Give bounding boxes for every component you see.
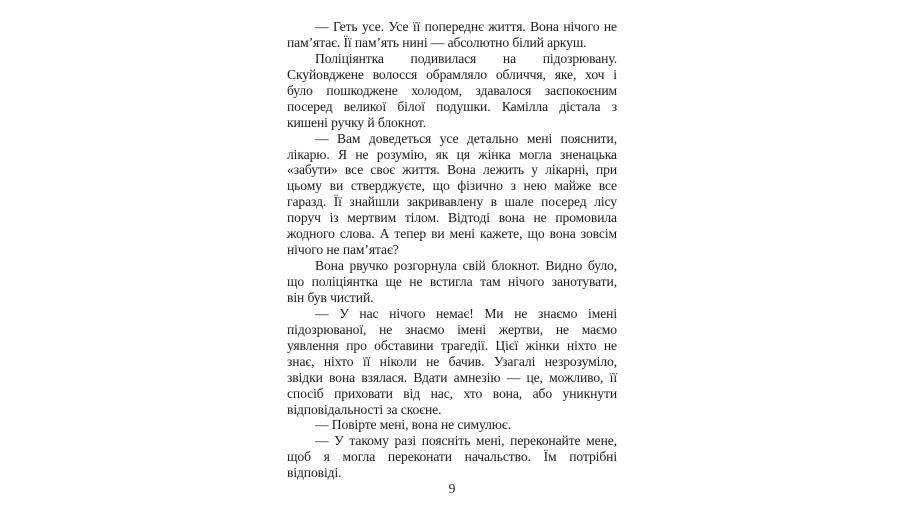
paragraph: [287, 433, 617, 481]
text-line: Поліціянтка подивилася на підозрювану.: [315, 50, 617, 66]
text-line: що поліціянтка ще не встигла там нічого занотувати,: [287, 274, 617, 289]
text-line: нічого не пам’ятає?: [287, 242, 399, 258]
paragraph: [287, 417, 617, 433]
text-line: підозрюваної, не знаємо імені жертви, не маємо: [287, 321, 617, 337]
text-line: — Геть усе. Усе її попереднє життя. Вона нічого не: [315, 19, 617, 34]
text-line: уявлення про обставини трагедії. Цієї жінки ніхто не: [287, 337, 617, 353]
text-line: пам’ятає. Її пам’ять нині — абсолютно білий аркуш.: [287, 34, 587, 50]
text-line: — Повірте мені, вона не симулює.: [315, 417, 511, 433]
text-line: поруч із мертвим тілом. Відтоді вона не промовила: [287, 210, 617, 226]
text-line: — У нас нічого немає! Ми не знаємо імені: [315, 305, 617, 321]
paragraph: [287, 19, 617, 51]
text-line: було пошкоджене холодом, здавалося заспокоєним: [287, 82, 617, 98]
text-line: жодного слова. А тепер ви мені кажете, що вона зовсім: [287, 226, 617, 242]
text-line: — У такому разі поясніть мені, переконайте мене,: [315, 433, 617, 449]
text-line: «забути» все своє життя. Вона лежить у лікарні, при: [287, 162, 617, 178]
text-line: Скуйовджене волосся обрамляло обличчя, яке, хоч і: [287, 66, 617, 82]
text-line: відповіді.: [287, 465, 342, 481]
text-line: спосіб приховати від нас, хто вона, або уникнути: [287, 385, 617, 401]
text-line: Вона рвучко розгорнула свій блокнот. Видно було,: [315, 258, 617, 274]
text-line: лікарю. Я не розумію, як ця жінка могла зненацька: [287, 146, 617, 162]
text-line: відповідальності за скоєне.: [287, 401, 442, 417]
text-line: звідки вона взялася. Вдати амнезію — це, можливо, її: [287, 369, 617, 385]
paragraph: [287, 51, 617, 131]
text-line: цьому ви стверджуєте, що фізично з нею майже все: [287, 178, 617, 194]
text-line: щоб я могла переконати начальство. Їм потрібні: [287, 449, 617, 465]
text-line: посеред великої білої подушки. Камілла дістала з: [287, 98, 617, 114]
paragraph: [287, 131, 617, 259]
paragraph: [287, 306, 617, 418]
text-line: — Вам доведеться усе детально мені пояснити,: [315, 130, 617, 146]
page-text-block: [287, 19, 617, 481]
text-line: він був чистий.: [287, 289, 374, 305]
text-line: знає, ніхто її ніколи не бачив. Узагалі незрозуміло,: [287, 353, 617, 369]
page-number: 9: [448, 481, 456, 496]
paragraph: [287, 258, 617, 306]
text-line: гаразд. Її знайшли закривавлену в шале посеред лісу: [287, 194, 617, 210]
text-line: кишені ручку й блокнот.: [287, 114, 427, 130]
